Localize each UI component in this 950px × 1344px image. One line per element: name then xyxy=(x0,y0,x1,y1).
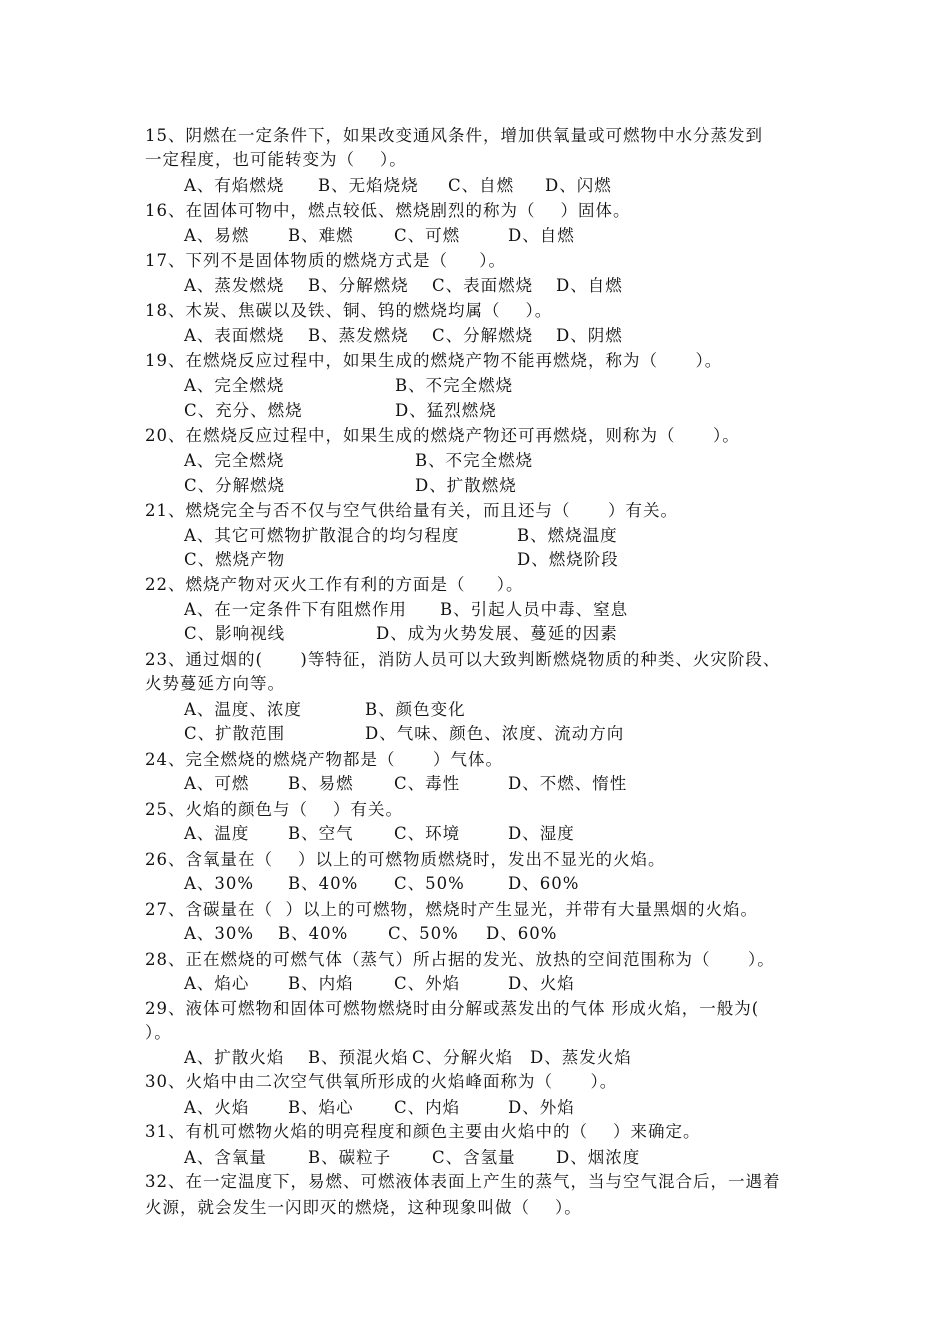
question-22-option: D、成为火势发展、蔓延的因素 xyxy=(376,624,618,643)
question-21-text: 21、燃烧完全与否不仅与空气供给量有关，而且还与（ ）有关。 xyxy=(145,501,678,520)
question-30-option: B、焰心 xyxy=(288,1098,354,1117)
question-29-option: B、预混火焰 xyxy=(308,1048,409,1067)
question-28-option: A、焰心 xyxy=(184,974,250,993)
question-19-option: B、不完全燃烧 xyxy=(395,376,514,395)
question-19-option: A、完全燃烧 xyxy=(184,376,285,395)
question-21-option: B、燃烧温度 xyxy=(517,526,618,545)
question-24-option: C、毒性 xyxy=(394,774,461,793)
question-21-option: A、其它可燃物扩散混合的均匀程度 xyxy=(184,526,460,545)
question-18-text: 18、木炭、焦碳以及铁、铜、钨的燃烧均属（ ）。 xyxy=(145,301,553,320)
question-27-option: A、30% xyxy=(184,924,255,943)
question-20-option: D、扩散燃烧 xyxy=(415,476,517,495)
question-22-option: B、引起人员中毒、窒息 xyxy=(440,600,629,619)
question-28-text: 28、正在燃烧的可燃气体（蒸气）所占据的发光、放热的空间范围称为（ ）。 xyxy=(145,950,775,969)
question-16-option: A、易燃 xyxy=(184,226,250,245)
question-29-text: 29、液体可燃物和固体可燃物燃烧时由分解或蒸发出的气体 形成火焰，一般为( xyxy=(145,999,760,1018)
question-21-option: C、燃烧产物 xyxy=(184,550,286,569)
question-31-option: A、含氧量 xyxy=(184,1148,267,1167)
question-25-option: A、温度 xyxy=(184,824,250,843)
question-15-option: A、有焰燃烧 xyxy=(184,176,285,195)
question-18-option: A、表面燃烧 xyxy=(184,326,285,345)
question-20-option: C、分解燃烧 xyxy=(184,476,286,495)
question-16-option: D、自燃 xyxy=(508,226,575,245)
question-19-option: C、充分、燃烧 xyxy=(184,401,303,420)
question-30-option: D、外焰 xyxy=(508,1098,575,1117)
question-23-option: B、颜色变化 xyxy=(365,700,466,719)
question-17-option: A、蒸发燃烧 xyxy=(184,276,285,295)
question-30-text: 30、火焰中由二次空气供氧所形成的火焰峰面称为（ ）。 xyxy=(145,1072,618,1091)
question-24-option: A、可燃 xyxy=(184,774,250,793)
question-30-option: C、内焰 xyxy=(394,1098,461,1117)
question-21-option: D、燃烧阶段 xyxy=(517,550,619,569)
question-28-option: C、外焰 xyxy=(394,974,461,993)
question-20-option: A、完全燃烧 xyxy=(184,451,285,470)
question-24-text: 24、完全燃烧的燃烧产物都是（ ）气体。 xyxy=(145,750,503,769)
question-16-text: 16、在固体可物中，燃点较低、燃烧剧烈的称为（ ）固体。 xyxy=(145,201,631,220)
question-24-option: D、不燃、惰性 xyxy=(508,774,628,793)
question-26-text: 26、含氧量在（ ）以上的可燃物质燃烧时，发出不显光的火焰。 xyxy=(145,850,666,869)
question-29-option: D、蒸发火焰 xyxy=(530,1048,632,1067)
question-16-option: B、难燃 xyxy=(288,226,354,245)
question-26-option: B、40% xyxy=(288,874,359,893)
question-23-option: D、气味、颜色、浓度、流动方向 xyxy=(365,724,625,743)
question-31-option: B、碳粒子 xyxy=(308,1148,392,1167)
question-15-option: C、自燃 xyxy=(448,176,515,195)
question-19-text: 19、在燃烧反应过程中，如果生成的燃烧产物不能再燃烧，称为（ ）。 xyxy=(145,351,723,370)
question-27-option: C、50% xyxy=(388,924,459,943)
question-18-option: B、蒸发燃烧 xyxy=(308,326,409,345)
question-17-option: D、自燃 xyxy=(556,276,623,295)
question-23-text: 火势蔓延方向等。 xyxy=(145,674,285,693)
question-25-option: C、环境 xyxy=(394,824,461,843)
question-18-option: D、阴燃 xyxy=(556,326,623,345)
question-15-text: 15、阴燃在一定条件下，如果改变通风条件，增加供氧量或可燃物中水分蒸发到 xyxy=(145,126,763,145)
question-23-option: C、扩散范围 xyxy=(184,724,286,743)
question-26-option: C、50% xyxy=(394,874,465,893)
question-22-option: C、影响视线 xyxy=(184,624,286,643)
question-30-option: A、火焰 xyxy=(184,1098,250,1117)
question-17-text: 17、下列不是固体物质的燃烧方式是（ ）。 xyxy=(145,251,506,270)
question-24-option: B、易燃 xyxy=(288,774,354,793)
question-32-text: 32、在一定温度下，易燃、可燃液体表面上产生的蒸气，当与空气混合后，一遇着 xyxy=(145,1172,781,1191)
question-22-text: 22、燃烧产物对灭火工作有利的方面是（ ）。 xyxy=(145,575,524,594)
question-19-option: D、猛烈燃烧 xyxy=(395,401,497,420)
question-25-option: B、空气 xyxy=(288,824,354,843)
question-27-option: D、60% xyxy=(486,924,558,943)
question-26-option: A、30% xyxy=(184,874,255,893)
question-23-text: 23、通过烟的( )等特征，消防人员可以大致判断燃烧物质的种类、火灾阶段、 xyxy=(145,650,781,669)
question-16-option: C、可燃 xyxy=(394,226,461,245)
question-23-option: A、温度、浓度 xyxy=(184,700,302,719)
question-29-option: C、分解火焰 xyxy=(412,1048,514,1067)
question-17-option: B、分解燃烧 xyxy=(308,276,409,295)
question-25-option: D、湿度 xyxy=(508,824,575,843)
question-25-text: 25、火焰的颜色与（ ）有关。 xyxy=(145,800,403,819)
question-31-option: C、含氢量 xyxy=(432,1148,516,1167)
question-28-option: B、内焰 xyxy=(288,974,354,993)
question-26-option: D、60% xyxy=(508,874,580,893)
question-20-text: 20、在燃烧反应过程中，如果生成的燃烧产物还可再燃烧，则称为（ ）。 xyxy=(145,426,740,445)
question-31-text: 31、有机可燃物火焰的明亮程度和颜色主要由火焰中的（ ）来确定。 xyxy=(145,1122,701,1141)
question-15-text: 一定程度，也可能转变为（ ）。 xyxy=(145,150,407,169)
question-29-text: ）。 xyxy=(145,1023,172,1042)
question-15-option: B、无焰烧烧 xyxy=(318,176,419,195)
question-15-option: D、闪燃 xyxy=(545,176,612,195)
question-28-option: D、火焰 xyxy=(508,974,575,993)
question-31-option: D、烟浓度 xyxy=(556,1148,641,1167)
question-29-option: A、扩散火焰 xyxy=(184,1048,285,1067)
question-17-option: C、表面燃烧 xyxy=(432,276,534,295)
question-27-text: 27、含碳量在（ ）以上的可燃物，燃烧时产生显光，并带有大量黑烟的火焰。 xyxy=(145,900,758,919)
question-27-option: B、40% xyxy=(278,924,349,943)
question-18-option: C、分解燃烧 xyxy=(432,326,534,345)
question-32-text: 火源，就会发生一闪即灭的燃烧，这种现象叫做（ ）。 xyxy=(145,1198,582,1217)
question-22-option: A、在一定条件下有阻燃作用 xyxy=(184,600,407,619)
question-20-option: B、不完全燃烧 xyxy=(415,451,534,470)
